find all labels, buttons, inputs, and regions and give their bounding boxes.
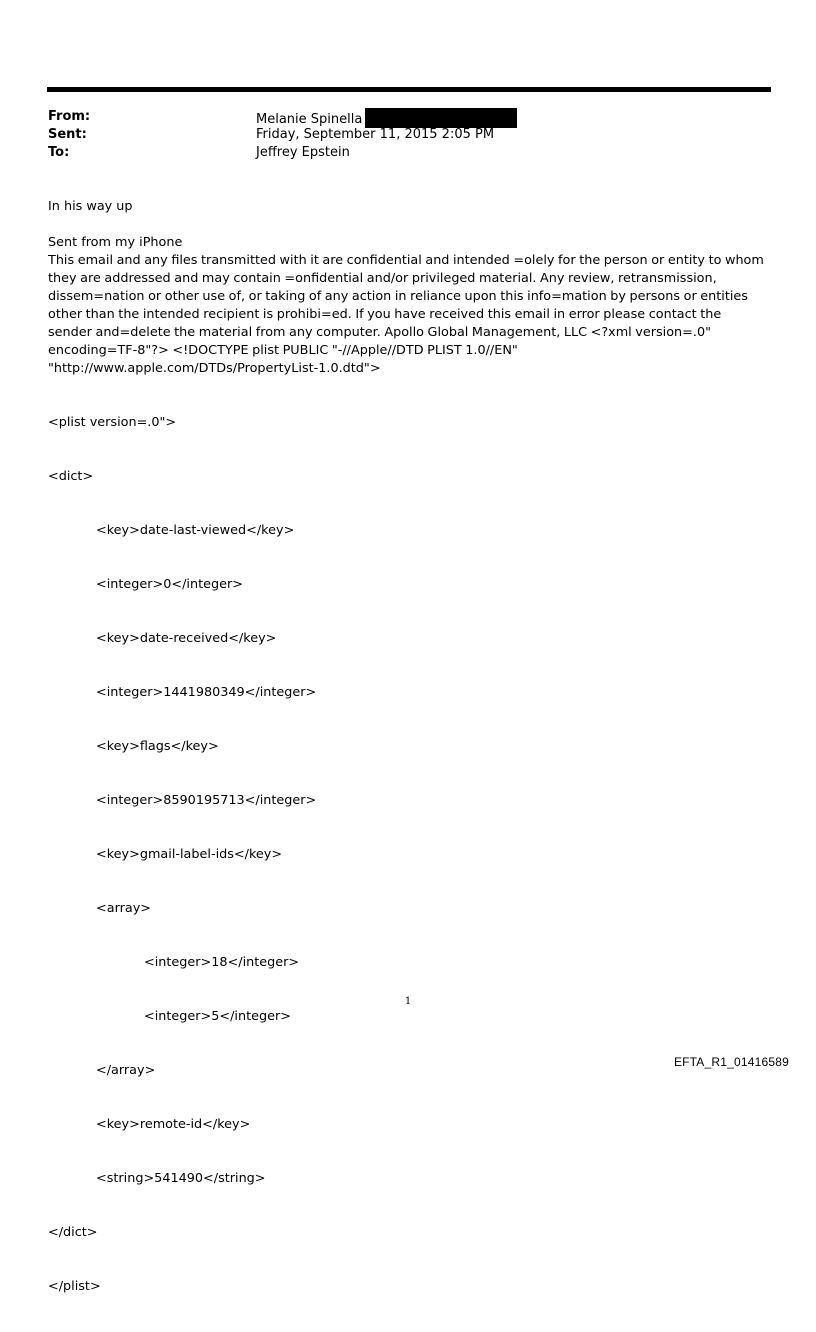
xml-line: <dict> [48, 469, 94, 484]
xml-line: <plist version=.0"> [48, 415, 177, 430]
page-number: 1 [404, 996, 412, 1007]
email-header [48, 108, 768, 162]
xml-line: </plist> [48, 1279, 101, 1294]
xml-line: <key>gmail-label-ids</key> [96, 847, 283, 862]
redaction-block [365, 108, 517, 128]
to-label: To: [48, 145, 70, 160]
from-value [256, 108, 517, 126]
xml-line: </array> [96, 1063, 156, 1078]
sent-value: Friday, September 11, 2015 2:05 PM [256, 127, 495, 142]
body-signature: Sent from my iPhone [48, 235, 183, 250]
email-body [48, 198, 764, 1332]
sender-name: Melanie Spinella [256, 112, 363, 127]
from-row [48, 108, 768, 126]
sent-label: Sent: [48, 127, 87, 142]
xml-line: <key>date-received</key> [96, 631, 277, 646]
xml-line: <integer>0</integer> [96, 577, 243, 592]
body-greeting: In his way up [48, 199, 133, 214]
xml-line: <key>date-last-viewed</key> [96, 523, 295, 538]
sent-row [48, 126, 768, 144]
xml-line: <key>remote-id</key> [96, 1117, 251, 1132]
body-disclaimer: This email and any files transmitted with it are confidential and intended =olely for the person or entity to whom they are addressed and may contain =onfidential and/or privileged material. Any review, retransmission, dissem=nation or other use of, or taking of any action in reliance upon this info=mation by persons or entities other than the intended recipient is prohibi=ed. If you have received this email in error please contact the sender and=delete the material from any computer. Apollo Global Management, LLC <?xml version=.0" encoding=TF-8"?> <!DOCTYPE plist PUBLIC "-//Apple//DTD PLIST 1.0//EN" "http://www.apple.com/DTDs/PropertyList-1.0.dtd"> [48, 253, 764, 376]
xml-line: <string>541490</string> [96, 1171, 266, 1186]
xml-line: <key>flags</key> [96, 739, 219, 754]
from-label: From: [48, 109, 91, 124]
bates-number: EFTA_R1_01416589 [673, 1055, 789, 1069]
to-value: Jeffrey Epstein [256, 145, 350, 160]
xml-line: <integer>5</integer> [144, 1009, 291, 1024]
header-divider [47, 87, 771, 92]
xml-line: <array> [96, 901, 151, 916]
xml-plist [48, 378, 764, 1332]
xml-line: </dict> [48, 1225, 98, 1240]
xml-line: <integer>1441980349</integer> [96, 685, 317, 700]
to-row [48, 144, 768, 162]
xml-line: <integer>18</integer> [144, 955, 300, 970]
xml-line: <integer>8590195713</integer> [96, 793, 317, 808]
